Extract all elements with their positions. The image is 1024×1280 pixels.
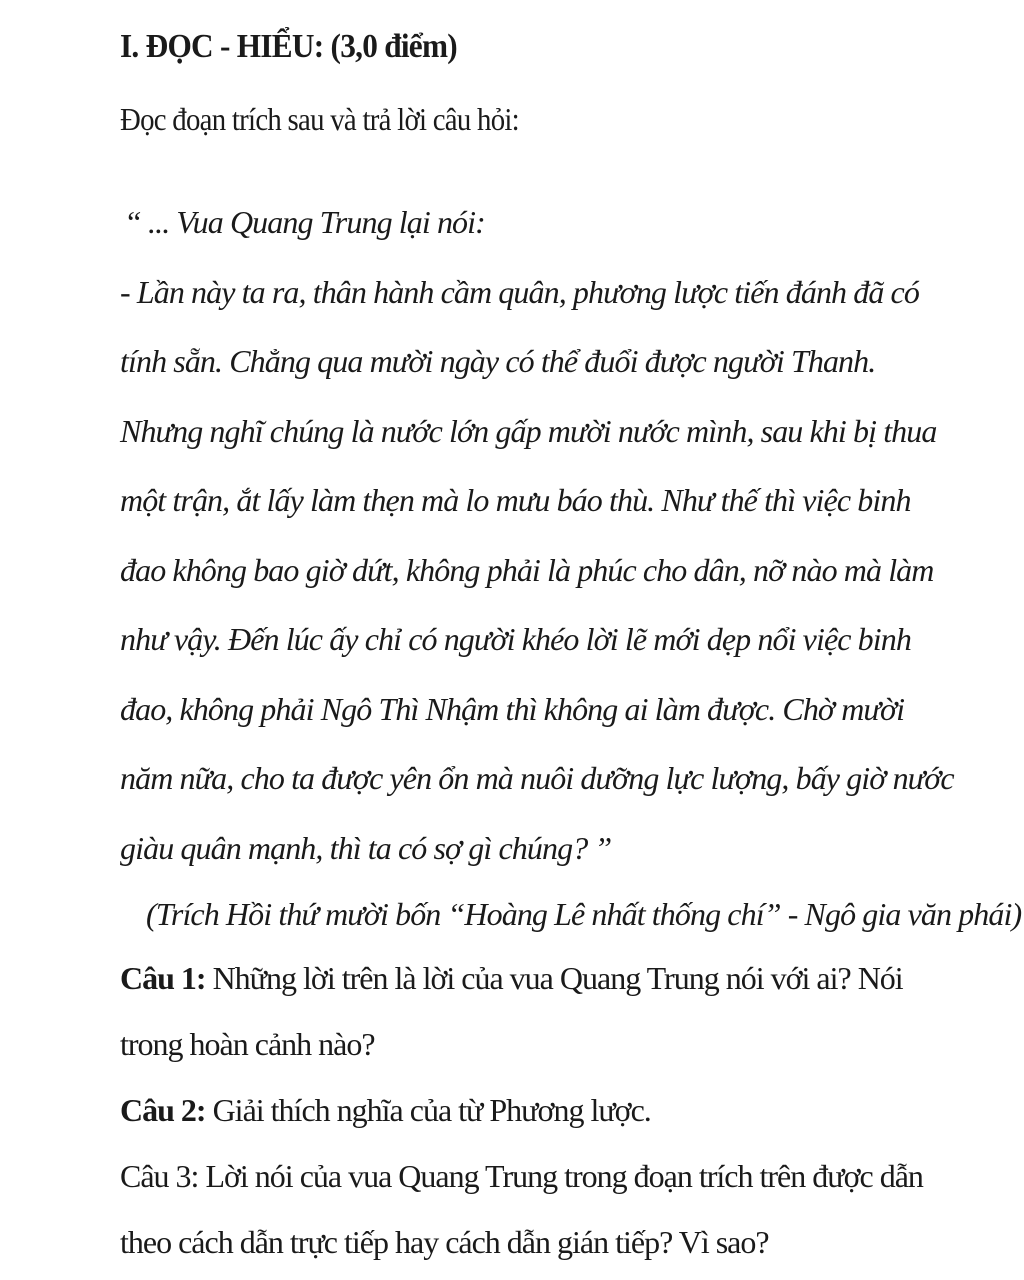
question-1-text: Những lời trên là lời của vua Quang Trung nói với ai? Nói trong hoàn cảnh nào? bbox=[120, 960, 903, 1062]
question-1 bbox=[120, 945, 954, 1077]
reading-instruction: Đọc đoạn trích sau và trả lời câu hỏi: bbox=[120, 101, 519, 137]
section-heading: I. ĐỌC - HIỂU: (3,0 điểm) bbox=[120, 28, 457, 65]
question-list bbox=[120, 945, 954, 1275]
question-3 bbox=[120, 1143, 954, 1275]
passage-body: - Lần này ta ra, thân hành cầm quân, phương lược tiến đánh đã có tính sẵn. Chẳng qua mười ngày có thể đuổi được người Thanh. Nhưng nghĩ chúng là nước lớn gấp mười nước mình, sau khi bị thua một trận, ắt lấy làm thẹn mà lo mưu báo thù. Như thế thì việc binh đao không bao giờ dứt, không phải là phúc cho dân, nỡ nào mà làm như vậy. Đến lúc ấy chỉ có người khéo lời lẽ mới dẹp nổi việc binh đao, không phải Ngô Thì Nhậm thì không ai làm được. Chờ mười năm nữa, cho ta được yên ổn mà nuôi dưỡng lực lượng, bấy giờ nước giàu quân mạnh, thì ta có sợ gì chúng? ” bbox=[120, 273, 954, 866]
question-1-label: Câu 1: bbox=[120, 960, 206, 996]
passage-intro: “ ... Vua Quang Trung lại nói: bbox=[124, 204, 485, 240]
excerpt-passage bbox=[120, 188, 954, 883]
question-2-text: Giải thích nghĩa của từ Phương lược. bbox=[205, 1092, 651, 1128]
question-2 bbox=[120, 1077, 954, 1143]
question-2-label: Câu 2: bbox=[120, 1092, 206, 1128]
question-3-label: Câu 3: bbox=[120, 1158, 199, 1194]
question-3-text: Lời nói của vua Quang Trung trong đoạn trích trên được dẫn theo cách dẫn trực tiếp hay cách dẫn gián tiếp? Vì sao? bbox=[120, 1158, 923, 1260]
excerpt-source: (Trích Hồi thứ mười bốn “Hoàng Lê nhất thống chí” - Ngô gia văn phái) bbox=[146, 896, 1022, 932]
